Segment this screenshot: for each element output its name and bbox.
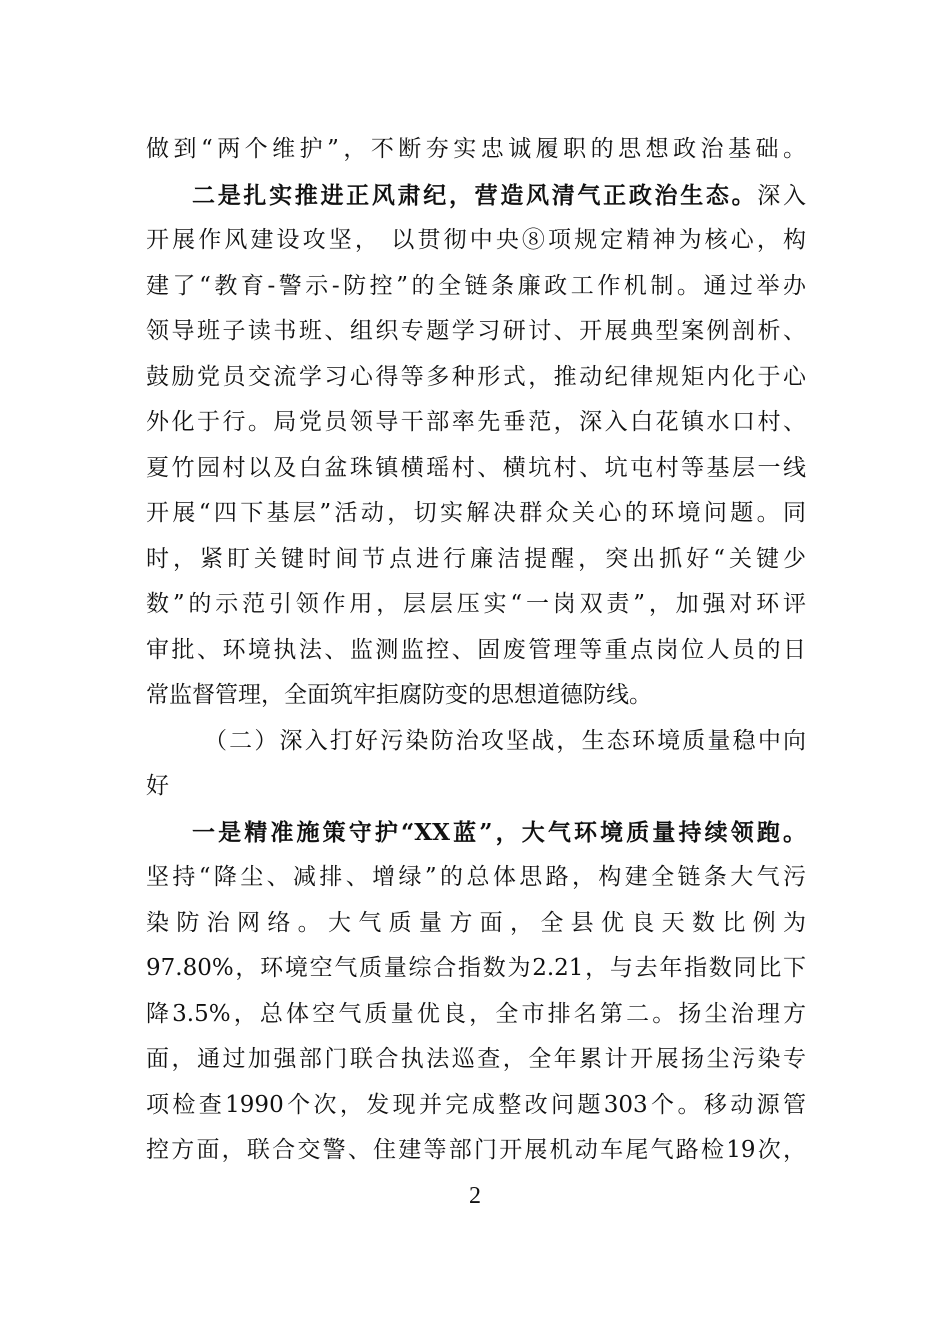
line-text: 常监督管理，全面筑牢拒腐防变的思想道德防线。 bbox=[146, 682, 652, 708]
text-line bbox=[146, 582, 806, 628]
text-line bbox=[146, 1128, 806, 1174]
text-line bbox=[146, 628, 806, 674]
line-text: 开展“四下基层”活动，切实解决群众关心的环境问题。同 bbox=[146, 500, 806, 526]
line-text: 时，紧盯关键时间节点进行廉洁提醒，突出抓好“关键少 bbox=[146, 545, 806, 572]
line-text: 鼓励党员交流学习心得等多种形式，推动纪律规矩内化于心 bbox=[146, 363, 806, 390]
text-line bbox=[146, 309, 806, 355]
line-text: 降3.5%，总体空气质量优良，全市排名第二。扬尘治理方 bbox=[146, 1000, 806, 1027]
text-line bbox=[146, 127, 806, 173]
line-text: 建了“教育-警示-防控”的全链条廉政工作机制。通过举办 bbox=[146, 272, 806, 299]
line-bold-heading: 一是精准施策守护“XX蓝”，大气环境质量持续领跑。 bbox=[192, 818, 806, 846]
text-line bbox=[146, 218, 806, 264]
line-text: 坚持“降尘、减排、增绿”的总体思路，构建全链条大气污 bbox=[146, 864, 806, 890]
text-line bbox=[146, 355, 806, 401]
line-text: 开展作风建设攻坚， 以贯彻中央⑧项规定精神为核心，构 bbox=[146, 227, 806, 253]
section-heading bbox=[146, 719, 806, 765]
text-line bbox=[146, 1083, 806, 1129]
line-text: 做到“两个维护”，不断夯实忠诚履职的思想政治基础。 bbox=[146, 136, 806, 162]
line-text: 审批、环境执法、监测监控、固废管理等重点岗位人员的日 bbox=[146, 636, 806, 663]
line-text: 领导班子读书班、组织专题学习研讨、开展典型案例剖析、 bbox=[146, 318, 806, 344]
text-line bbox=[146, 901, 806, 947]
text-line bbox=[146, 400, 806, 446]
line-text: 染防治网络。大气质量方面，全县优良天数比例为 bbox=[146, 909, 806, 936]
line-text: 外化于行。局党员领导干部率先垂范，深入白花镇水口村、 bbox=[146, 409, 806, 435]
line-text: 97.80%，环境空气质量综合指数为2.21，与去年指数同比下 bbox=[146, 955, 806, 981]
text-line bbox=[146, 264, 806, 310]
text-line bbox=[146, 673, 806, 719]
line-text: 数”的示范引领作用，层层压实“一岗双责”，加强对环评 bbox=[146, 591, 806, 617]
line-text: 好 bbox=[146, 773, 169, 799]
line-text: （二）深入打好污染防治攻坚战，生态环境质量稳中向 bbox=[204, 727, 806, 754]
text-line bbox=[146, 446, 806, 492]
line-text: 深入 bbox=[757, 182, 806, 209]
text-line bbox=[146, 1037, 806, 1083]
document-body bbox=[146, 127, 806, 1174]
text-line bbox=[146, 992, 806, 1038]
text-line bbox=[146, 173, 806, 219]
text-line bbox=[146, 491, 806, 537]
text-line bbox=[146, 946, 806, 992]
text-line bbox=[146, 537, 806, 583]
text-line bbox=[146, 764, 806, 810]
page-number: 2 bbox=[469, 1183, 481, 1209]
line-text: 控方面，联合交警、住建等部门开展机动车尾气路检19次， bbox=[146, 1137, 806, 1163]
line-bold-heading: 二是扎实推进正风肃纪，营造风清气正政治生态。 bbox=[192, 181, 758, 209]
text-line bbox=[146, 810, 806, 856]
text-line bbox=[146, 855, 806, 901]
line-text: 面，通过加强部门联合执法巡查，全年累计开展扬尘污染专 bbox=[146, 1046, 806, 1072]
line-text: 项检查1990个次，发现并完成整改问题303个。移动源管 bbox=[146, 1091, 806, 1118]
line-text: 夏竹园村以及白盆珠镇横瑶村、横坑村、坑屯村等基层一线 bbox=[146, 454, 806, 481]
